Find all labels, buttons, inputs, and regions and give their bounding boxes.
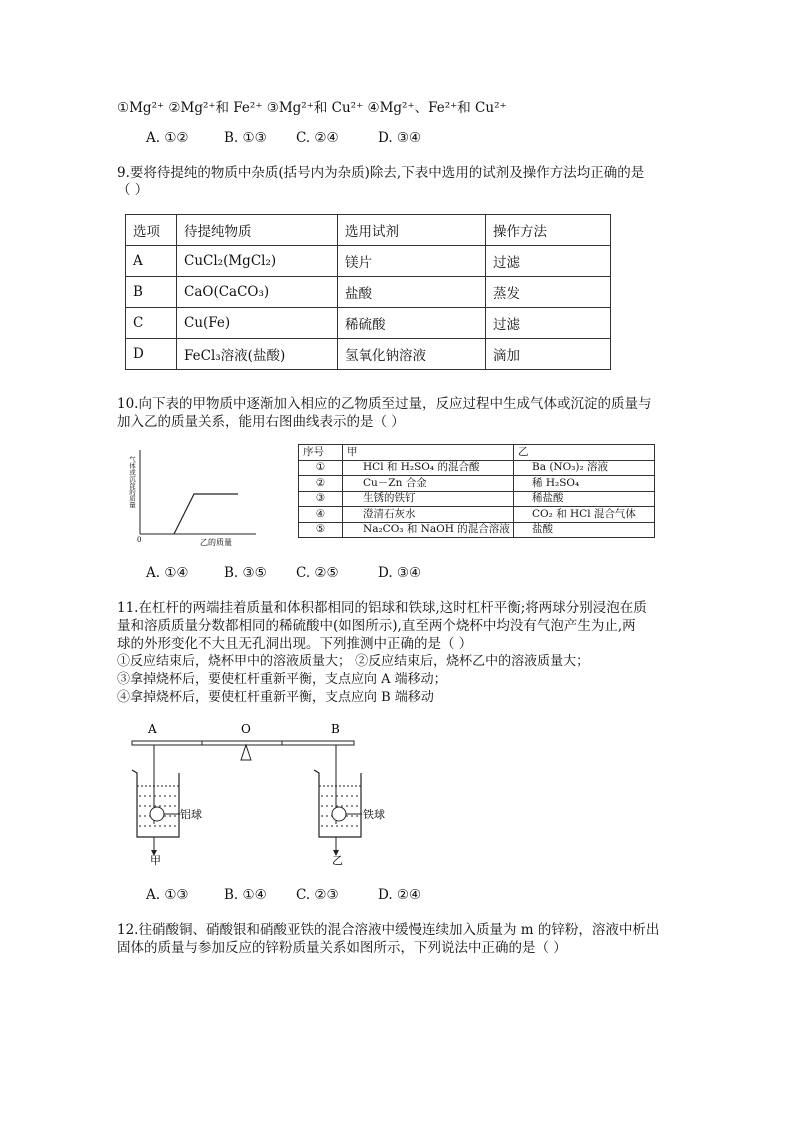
q12-stem-line-2: 固体的质量与参加反应的锌粉质量关系如图所示，下列说法中正确的是（ ） [117, 940, 567, 956]
aluminum-ball-icon [150, 807, 164, 821]
lever-bar [132, 741, 354, 745]
q11-option-a[interactable]: A. ①③ [146, 887, 189, 903]
table-row [299, 476, 655, 492]
label-beaker-jia: 甲 [150, 854, 161, 867]
table-row [299, 460, 655, 476]
graph-x-label: 乙的质量 [200, 538, 232, 547]
q10-header-number: 序号 [299, 445, 343, 461]
table-cell: B [126, 277, 177, 308]
table-cell: Cu(Fe) [177, 308, 338, 339]
q11-stem-line-1: 11.在杠杆的两端挂着质量和体积都相同的铝球和铁球,这时杠杆平衡;将两球分别浸泡在质 [117, 600, 647, 616]
table-cell: 氢氧化钠溶液 [338, 339, 486, 370]
table-cell: 稀硫酸 [338, 308, 486, 339]
lever-label-o: O [241, 722, 251, 736]
q11-statement-3: ③拿掉烧杯后，要使杠杆重新平衡，支点应向 A 端移动； [117, 672, 447, 687]
table-row [299, 507, 655, 523]
table-cell: A [126, 246, 177, 277]
table-cell: ① [299, 460, 343, 476]
beaker-yi [314, 745, 362, 856]
lever-label-b: B [331, 722, 340, 736]
q9-stem-line-1: 9.要将待提纯的物质中杂质(括号内为杂质)除去,下表中选用的试剂及操作方法均正确的是 [117, 165, 645, 181]
q11-option-d[interactable]: D. ②④ [378, 887, 422, 903]
q11-option-b[interactable]: B. ①④ [224, 887, 267, 903]
table-cell: ② [299, 476, 343, 492]
table-cell: 滴加 [486, 339, 611, 370]
q9-table-header [126, 215, 611, 246]
q10-header-yi: 乙 [514, 445, 655, 461]
graph-origin-label: 0 [137, 536, 142, 544]
table-cell: C [126, 308, 177, 339]
q9-header-substance: 待提纯物质 [177, 215, 338, 246]
table-cell: 镁片 [338, 246, 486, 277]
q8-option-b[interactable]: B. ①③ [224, 130, 267, 146]
table-cell: 澄清石灰水 [343, 507, 514, 523]
iron-ball-icon [332, 807, 346, 821]
q9-header-option: 选项 [126, 215, 177, 246]
table-row [126, 339, 611, 370]
label-iron-ball: 铁球 [363, 808, 385, 821]
q11-stem-line-3: 球的外形变化不大且无孔洞出现。下列推测中正确的是（ ） [117, 636, 473, 652]
table-cell: 盐酸 [338, 277, 486, 308]
q11-stem-line-2: 量和溶质质量分数都相同的稀硫酸中(如图所示),直至两个烧杯中均没有气泡产生为止,两 [117, 618, 636, 634]
q11-lever-diagram [120, 718, 385, 868]
table-row [126, 277, 611, 308]
q8-option-c[interactable]: C. ②④ [296, 130, 339, 146]
table-cell: HCl 和 H₂SO₄ 的混合酸 [343, 460, 514, 476]
table-cell: 过滤 [486, 308, 611, 339]
table-cell: CaO(CaCO₃) [177, 277, 338, 308]
table-cell: 稀盐酸 [514, 491, 655, 507]
q11-statement-1-2: ①反应结束后，烧杯甲中的溶液质量大； ②反应结束后，烧杯乙中的溶液质量大； [117, 654, 590, 669]
q10-option-b[interactable]: B. ③⑤ [224, 565, 267, 581]
table-cell: Na₂CO₃ 和 NaOH 的混合溶液 [343, 522, 514, 538]
graph-y-label: 气体或沉淀的质量 [128, 456, 136, 508]
q10-option-a[interactable]: A. ①④ [146, 565, 189, 581]
table-cell: Ba (NO₃)₂ 溶液 [514, 460, 655, 476]
q10-stem-line-2: 加入乙的质量关系，能用右图曲线表示的是（ ） [117, 414, 405, 430]
label-beaker-yi: 乙 [332, 854, 343, 867]
table-cell: CO₂ 和 HCl 混合气体 [514, 507, 655, 523]
lever-label-a: A [148, 722, 157, 736]
table-cell: ⑤ [299, 522, 343, 538]
table-cell: 过滤 [486, 246, 611, 277]
table-cell: CuCl₂(MgCl₂) [177, 246, 338, 277]
q10-option-d[interactable]: D. ③④ [378, 565, 422, 581]
q10-stem-line-1: 10.向下表的甲物质中逐渐加入相应的乙物质至过量，反应过程中生成气体或沉淀的质量与 [117, 396, 652, 412]
q9-stem-line-2: （ ） [117, 182, 149, 198]
table-cell: FeCl₃溶液(盐酸) [177, 339, 338, 370]
q10-mass-graph [118, 446, 258, 552]
table-row [126, 308, 611, 339]
q9-table [125, 214, 611, 370]
q10-header-jia: 甲 [343, 445, 514, 461]
table-cell: Cu－Zn 合金 [343, 476, 514, 492]
table-row [299, 491, 655, 507]
beaker-jia [132, 745, 180, 856]
q9-header-reagent: 选用试剂 [338, 215, 486, 246]
fulcrum-icon [241, 745, 251, 760]
q10-table [298, 444, 655, 538]
q11-option-c[interactable]: C. ②③ [296, 887, 339, 903]
q9-header-method: 操作方法 [486, 215, 611, 246]
table-cell: 生锈的铁钉 [343, 491, 514, 507]
q12-stem-line-1: 12.往硝酸铜、硝酸银和硝酸亚铁的混合溶液中缓慢连续加入质量为 m 的锌粉，溶液中析出 [117, 922, 660, 938]
q10-option-c[interactable]: C. ②⑤ [296, 565, 339, 581]
table-cell: ③ [299, 491, 343, 507]
q10-table-header [299, 445, 655, 461]
q8-option-a[interactable]: A. ①② [146, 130, 189, 146]
q8-option-d[interactable]: D. ③④ [378, 130, 422, 146]
table-cell: D [126, 339, 177, 370]
table-cell: ④ [299, 507, 343, 523]
q11-statement-4: ④拿掉烧杯后，要使杠杆重新平衡，支点应向 B 端移动 [117, 690, 434, 705]
table-row [126, 246, 611, 277]
label-aluminum-ball: 铝球 [180, 808, 202, 821]
q8-ions-line: ①Mg²⁺ ②Mg²⁺和 Fe²⁺ ③Mg²⁺和 Cu²⁺ ④Mg²⁺、Fe²⁺和 Cu²⁺ [117, 100, 507, 116]
graph-curve [174, 494, 238, 534]
table-row [299, 522, 655, 538]
table-cell: 蒸发 [486, 277, 611, 308]
table-cell: 稀 H₂SO₄ [514, 476, 655, 492]
table-cell: 盐酸 [514, 522, 655, 538]
